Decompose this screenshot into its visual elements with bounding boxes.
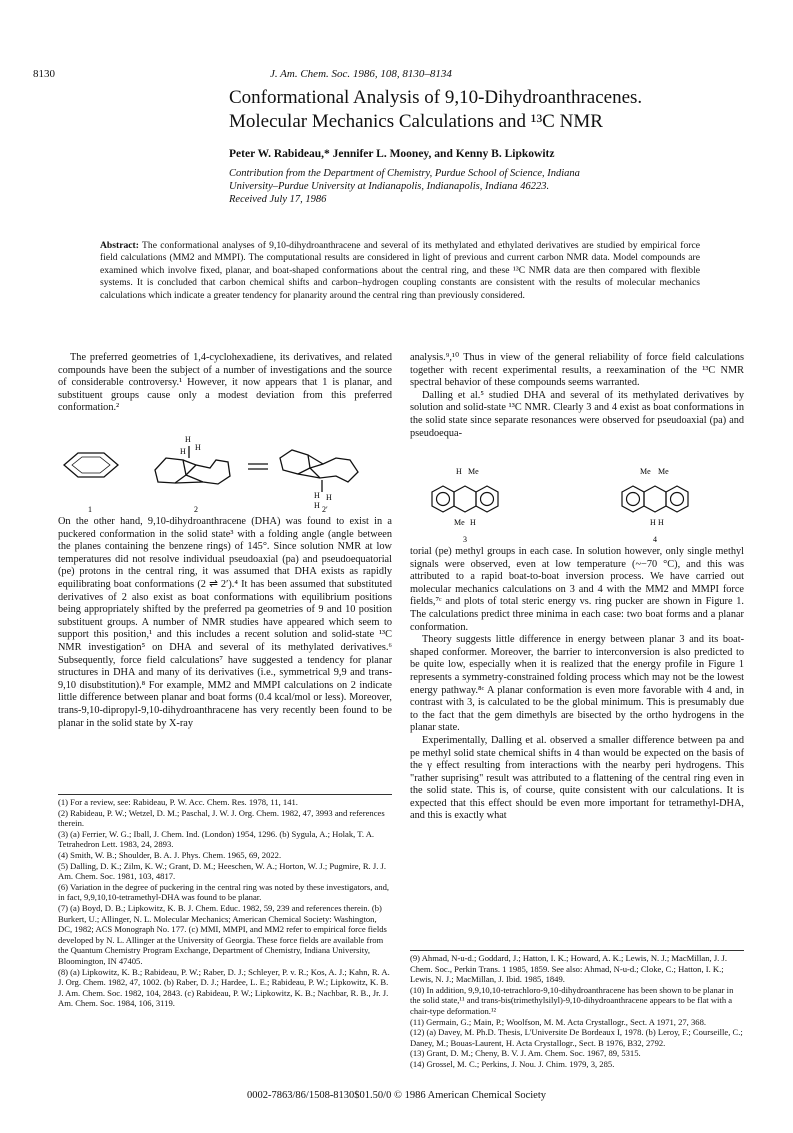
- structures-drawing: [58, 420, 392, 515]
- column-1-intro: [58, 352, 392, 415]
- footnote: (8) (a) Lipkowitz, K. B.; Rabideau, P. W.; Raber, D. J.; Schleyer, P. v. R.; Kos, A. J.; Kahn, R. A. J. Org. Chem. 1982, 47, 1002. (b) Raber, D. J.; Hardee, L. E.; Rabideau, P. W.; Lipkowitz, K. B. J. Am. Chem. Soc. 1982, 104, 2843. (c) Rabideau, P. W.; Lipkowitz, K. B.; Nachbar, R. B., Jr. J. Am. Chem. Soc. 1984, 106, 3119.: [58, 966, 390, 1009]
- compound-label-2-prime: 2′: [322, 505, 328, 514]
- atom-label-me: Me: [468, 467, 479, 476]
- title-line-2: Molecular Mechanics Calculations and ¹³C NMR: [229, 111, 603, 132]
- paragraph: Theory suggests little difference in energy between planar 3 and its boat-shaped conformer. Moreover, the barrier to interconversion is also predicted to be quite low, especially when it is realized that the energy profile in Figure 1 represents a symmetry-constrained folding process which may not be the lowest energy pathway.⁸ᶜ A planar conformation is even more favorable with 4 and, in contrast with 3, is calculated to be the global minimum. This is presumably due to the fact that the gem dimethyls are bisected by the ortho hydrogens in the planar state.: [410, 634, 744, 734]
- footnote: (13) Grant, D. M.; Cheny, B. V. J. Am. Chem. Soc. 1967, 89, 5315.: [410, 1048, 641, 1059]
- atom-label-me: Me: [658, 467, 669, 476]
- compound-label-3: 3: [463, 535, 467, 544]
- compound-label-2: 2: [194, 505, 198, 514]
- paragraph: On the other hand, 9,10-dihydroanthracene (DHA) was found to exist in a puckered conformation in the solid state³ with a folding angle (angle between the planes containing the benzene rings) of 145°. Since solution NMR at low temperatures did not resolve individual pseudoaxial (pa) and pseudoequatorial (pe) protons in the central ring, it was assumed that DHA exists as rapidly equilibrating boat conformations (2 ⇌ 2′).⁴ It has been assumed that substituted derivatives of 2 also exist as boat conformations with equilibrium positions being appropriately shifted by the preferred pa geometries of 9 and 10 position substituent groups. A number of NMR studies have appeared which seem to support this position,¹ and this includes a recent solution and solid-state ¹³C NMR investigation⁵ on DHA and several of its methylated derivatives.⁶ Subsequently, force field calculations⁷ have suggested a tendency for planar structures in DHA and many of its derivatives (i.e., symmetrical 9,9 and trans-9,10 disubstitution).⁸ For example, MM2 and MMPI calculations on 2 indicate little difference between planar and boat forms (0.4 kcal/mol or less). Moreover, trans-9,10-dipropyl-9,10-dihydroanthracene has very recently been found to be planar in the solid state by X-ray: [58, 516, 392, 729]
- figure-structures-3-4: [410, 462, 744, 546]
- page-number: 8130: [33, 68, 55, 80]
- atom-label-me: Me: [454, 518, 465, 527]
- title-line-1: Conformational Analysis of 9,10-Dihydroanthracenes.: [229, 87, 643, 108]
- affiliation-line-2: University–Purdue University at Indianapolis, Indianapolis, Indiana 46223.: [229, 181, 550, 192]
- atom-label-h: H: [314, 491, 320, 500]
- abstract-label: Abstract:: [100, 240, 139, 251]
- atom-label-h: H: [195, 443, 201, 452]
- abstract: [100, 240, 700, 302]
- footnote: (11) Germain, G.; Main, P.; Woolfson, M. M. Acta Crystallogr., Sect. A 1971, 27, 368.: [410, 1016, 707, 1027]
- figure-structures-1-2: [58, 420, 392, 515]
- footnote: (12) (a) Davey, M. Ph.D. Thesis, L'Universite De Bordeaux I, 1978. (b) Leroy, F.; Courseille, C.; Daney, M.; Bouas-Laurent, H. Acta Crystallogr., Sect. B 1976, B32, 2792.: [410, 1027, 743, 1048]
- footnote: (6) Variation in the degree of puckering in the central ring was noted by these investigators, and, in fact, 9,9,10,10-tetramethyl-DHA was found to be planar.: [58, 881, 390, 903]
- article-title: [229, 86, 749, 134]
- paragraph: analysis.⁹,¹⁰ Thus in view of the general reliability of force field calculations together with recent experimental results, a reexamination of the ¹³C NMR spectral behavior of these compounds seems warranted.: [410, 352, 744, 389]
- footnote: (2) Rabideau, P. W.; Wetzel, D. M.; Paschal, J. W. J. Org. Chem. 1982, 47, 3993 and references therein.: [58, 807, 385, 829]
- paragraph: Experimentally, Dalling et al. observed a smaller difference between pa and pe methyl solid state chemical shifts in 4 than would be expected on the basis of the γ effect resulting from interactions with the nearby peri hydrogens. This "rather suprising" result was attributed to a flattening of the central ring even in the solid state. This is, of course, quite consistent with our calculations. It is expected that this effect should be even more important for tetramethyl-DHA, and this is exactly what: [410, 734, 744, 822]
- footnote: (9) Ahmad, N-u-d.; Goddard, J.; Hatton, I. K.; Howard, A. K.; Lewis, N. J.; MacMillan, J. J. Chem. Soc., Perkin Trans. 1 1985, 1859. See also: Ahmad, N-u-d.; Cloke, C.; Hatton, I. K.; Lewis, N. J.; MacMillan, J. Ibid. 1985, 1849.: [410, 953, 727, 985]
- structures-3-4-drawing: [410, 462, 744, 546]
- column-1-body: [58, 516, 392, 730]
- paragraph: The preferred geometries of 1,4-cyclohexadiene, its derivatives, and related compounds have been the subject of a number of investigations and the source of considerable controversy.¹ However, it now appears that 1 is planar, and substituent groups cause only a modest deviation from this preferred conformation.²: [58, 352, 392, 414]
- atom-label-h: H: [650, 518, 656, 527]
- author-list: Peter W. Rabideau,* Jennifer L. Mooney, and Kenny B. Lipkowitz: [229, 148, 555, 160]
- affiliation-line-1: Contribution from the Department of Chemistry, Purdue School of Science, Indiana: [229, 168, 580, 179]
- paragraph: Dalling et al.⁵ studied DHA and several of its methylated derivatives by solution and solid-state ¹³C NMR. Clearly 3 and 4 exist as boat conformations in the solid state since separate resonances were observed for pseudoaxial (pa) and pseudoequa-: [410, 389, 744, 439]
- page-footer: 0002-7863/86/1508-8130$01.50/0 © 1986 American Chemical Society: [246, 1090, 547, 1101]
- atom-label-h: H: [658, 518, 664, 527]
- footnote: (14) Grossel, M. C.; Perkins, J. Nou. J. Chim. 1979, 3, 285.: [410, 1058, 615, 1069]
- atom-label-h: H: [180, 447, 186, 456]
- atom-label-me: Me: [640, 467, 651, 476]
- footnote: (3) (a) Ferrier, W. G.; Iball, J. Chem. Ind. (London) 1954, 1296. (b) Sygula, A.; Holak, T. A. Tetrahedron Lett. 1983, 24, 2893.: [58, 828, 375, 850]
- footnote: (7) (a) Boyd, D. B.; Lipkowitz, K. B. J. Chem. Educ. 1982, 59, 239 and references therein. (b) Burkert, U.; Allinger, N. L. Molecular Mechanics; American Chemical Society: Washington, DC, 1982; ACS Monograph No. 177. (c) MMI, MMPI, and MM2 refer to empirical force fields developed by N. L. Allinger at the University of Georgia. These force fields are available from the Quantum Chemistry Program Exchange, Department of Chemistry, Indiana University, Bloomington, IN 47405.: [58, 902, 387, 966]
- compound-label-1: 1: [88, 505, 92, 514]
- running-head: J. Am. Chem. Soc. 1986, 108, 8130–8134: [270, 68, 452, 80]
- footnotes-left: [58, 797, 392, 1009]
- atom-label-h: H: [456, 467, 462, 476]
- atom-label-h: H: [185, 435, 191, 444]
- footnote: (4) Smith, W. B.; Shoulder, B. A. J. Phys. Chem. 1965, 69, 2022.: [58, 849, 282, 860]
- received-date: Received July 17, 1986: [229, 194, 327, 205]
- footnote-rule: [410, 950, 744, 951]
- footnote: (5) Dalling, D. K.; Zilm, K. W.; Grant, D. M.; Heeschen, W. A.; Horton, W. J.; Pugmire, R. J. J. Am. Chem. Soc. 1981, 103, 4817.: [58, 860, 386, 882]
- affiliation: [229, 167, 709, 206]
- column-2-body: [410, 546, 744, 823]
- atom-label-h: H: [470, 518, 476, 527]
- footnote: (1) For a review, see: Rabideau, P. W. Acc. Chem. Res. 1978, 11, 141.: [58, 797, 298, 807]
- atom-label-h: H: [326, 493, 332, 502]
- atom-label-h: H: [314, 501, 320, 510]
- footnote-rule: [58, 794, 392, 795]
- abstract-text: The conformational analyses of 9,10-dihydroanthracene and several of its methylated and ethylated derivatives are studied by empirical force field calculations (MM2 and MMPI). The computational results are considered in light of previous and current carbon NMR data. Model compounds are examined which involve fixed, planar, and boat-shaped conformations about the central ring, and these ¹³C NMR data are then compared with flexible systems. It is concluded that carbon chemical shifts and carbon–hydrogen coupling constants are consistent with the results of molecular mechanics calculations which indicate a greater tendency for planarity around the central ring than previously considered.: [100, 240, 701, 301]
- paragraph: torial (pe) methyl groups in each case. In solution however, only single methyl signals were observed, even at low temperature (~−70 °C), and this was attributed to a rapid boat-to-boat inversion process. We have carried out molecular mechanics calculations on 3 and 4 with the MM2 and MMPI force fields,⁷ᶜ and plots of total steric energy vs. ring pucker are shown in Figure 1. The calculations predict three minima in each case: two boat forms and a planar conformation.: [410, 546, 744, 633]
- footnotes-right: [410, 953, 744, 1070]
- compound-label-4: 4: [653, 535, 657, 544]
- footnote: (10) In addition, 9,9,10,10-tetrachloro-9,10-dihydroanthracene has been shown to be planar in the solid state,¹¹ and trans-bis(trimethylsilyl)-9,10-dihydroanthracene appears to be flat with a chair-type deformation.¹²: [410, 984, 734, 1016]
- column-2-top: [410, 352, 744, 440]
